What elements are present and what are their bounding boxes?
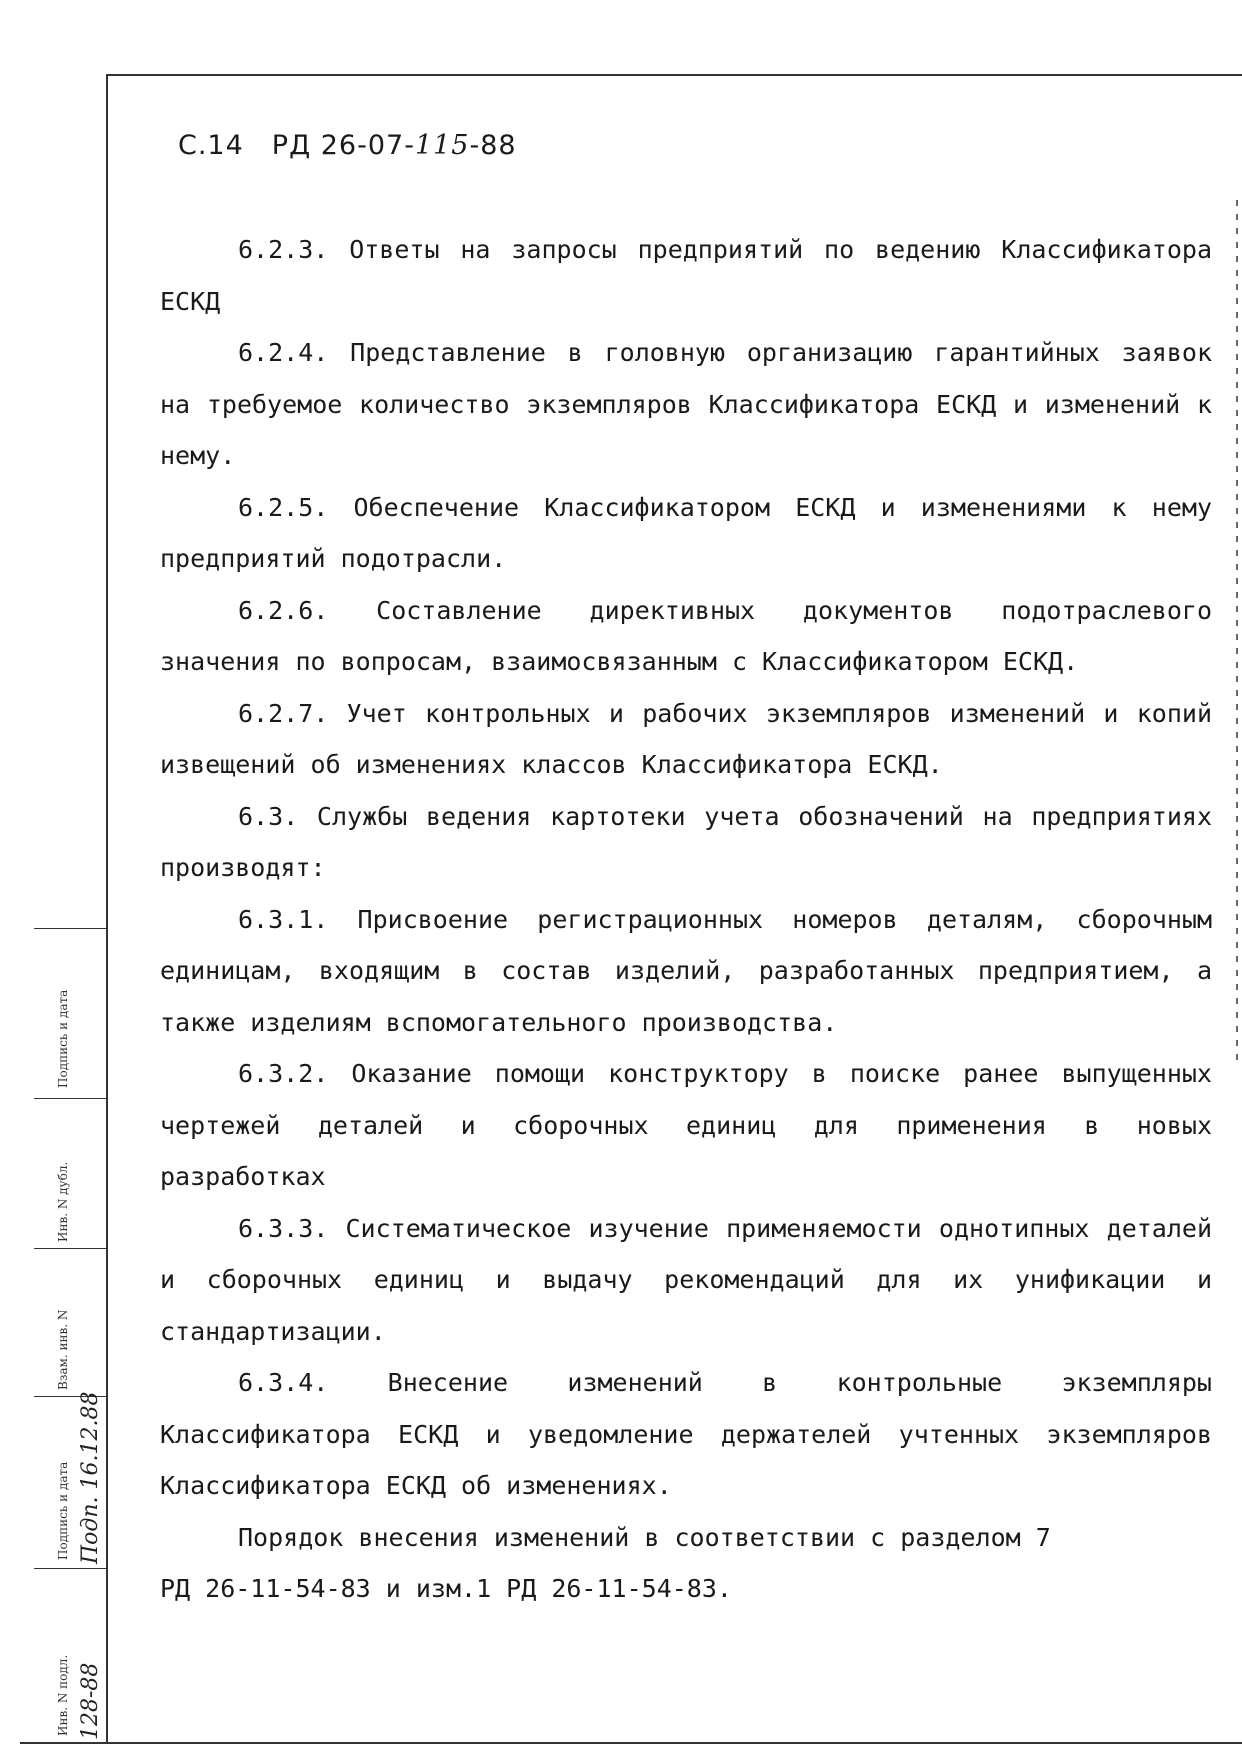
paragraph-text: 6.2.3. Ответы на запросы предприятий по ведению Классификатора ЕСКД bbox=[160, 235, 1212, 316]
stamp-cell-divider bbox=[34, 1568, 106, 1569]
page-number: С.14 bbox=[178, 130, 244, 161]
document-code: РД 26-07-115-88 bbox=[271, 130, 517, 161]
stamp-cell-divider bbox=[34, 928, 106, 929]
stamp-cell-divider bbox=[34, 1248, 106, 1249]
paragraph bbox=[160, 224, 1212, 327]
paragraph bbox=[160, 1048, 1212, 1203]
stamp-label-signature-date: Подпись и дата bbox=[56, 1461, 70, 1560]
paragraph bbox=[160, 327, 1212, 482]
paragraph bbox=[160, 1357, 1212, 1512]
paragraph-text: 6.2.6. Составление директивных документов подотраслевого значения по вопросам, взаимосвязанным с Классификатором ЕСКД. bbox=[160, 595, 1212, 676]
page-frame-bottom bbox=[20, 1742, 1242, 1744]
stamp-label-inv-duplicate: Инв. N дубл. bbox=[56, 1161, 70, 1242]
stamp-border bbox=[34, 928, 107, 1742]
right-edge-mark bbox=[1236, 200, 1238, 1060]
paragraph-text: 6.3.2. Оказание помощи конструктору в поиске ранее выпущенных чертежей деталей и сборочных единиц для применения в новых разработках bbox=[160, 1059, 1212, 1191]
paragraph-text: 6.3.4. Внесение изменений в контрольные экземпляры Классификатора ЕСКД и уведомление держателей учтенных экземпляров Классификатора ЕСКД об изменениях. bbox=[160, 1368, 1212, 1500]
paragraph bbox=[160, 1563, 1212, 1615]
stamp-label-signature-date-2: Подпись и дата bbox=[56, 989, 70, 1088]
paragraph bbox=[160, 688, 1212, 791]
stamp-cell-divider bbox=[34, 1098, 106, 1099]
page-frame-top bbox=[108, 74, 1242, 76]
paragraph-text: РД 26-11-54-83 и изм.1 РД 26-11-54-83. bbox=[160, 1574, 732, 1603]
page-header bbox=[178, 130, 517, 161]
paragraph-text: 6.2.7. Учет контрольных и рабочих экземпляров изменений и копий извещений об изменениях классов Классификатора ЕСКД. bbox=[160, 698, 1212, 779]
document-code-number: 115 bbox=[414, 130, 470, 161]
stamp-label-inv-original: Инв. N подл. bbox=[56, 1654, 70, 1736]
document-body bbox=[160, 224, 1212, 1615]
paragraph bbox=[160, 1203, 1212, 1358]
handwritten-signature-date: Подп. 16.12.88 bbox=[78, 1391, 103, 1564]
stamp-label-replacement-inv: Взам. инв. N bbox=[56, 1309, 70, 1390]
side-stamp bbox=[34, 928, 106, 1742]
paragraph-text: 6.3. Службы ведения картотеки учета обозначений на предприятиях производят: bbox=[160, 801, 1212, 882]
paragraph bbox=[160, 1512, 1212, 1564]
paragraph-text: Порядок внесения изменений в соответствии с разделом 7 bbox=[238, 1522, 1051, 1552]
handwritten-inv-number: 128-88 bbox=[78, 1662, 103, 1740]
paragraph bbox=[160, 482, 1212, 585]
paragraph-text: 6.3.3. Систематическое изучение применяемости однотипных деталей и сборочных единиц и выдачу рекомендаций для их унификации и стандартизации. bbox=[160, 1213, 1212, 1346]
paragraph bbox=[160, 894, 1212, 1049]
paragraph bbox=[160, 585, 1212, 688]
paragraph-text: 6.2.4. Представление в головную организацию гарантийных заявок на требуемое количество экземпляров Классификатора ЕСКД и изменений к нему. bbox=[160, 338, 1212, 470]
paragraph bbox=[160, 791, 1212, 894]
paragraph-text: 6.3.1. Присвоение регистрационных номеров деталям, сборочным единицам, входящим в состав изделий, разработанных предприятием, а также изделиям вспомогательного производства. bbox=[160, 904, 1212, 1037]
paragraph-text: 6.2.5. Обеспечение Классификатором ЕСКД и изменениями к нему предприятий подотрасли. bbox=[160, 492, 1212, 573]
